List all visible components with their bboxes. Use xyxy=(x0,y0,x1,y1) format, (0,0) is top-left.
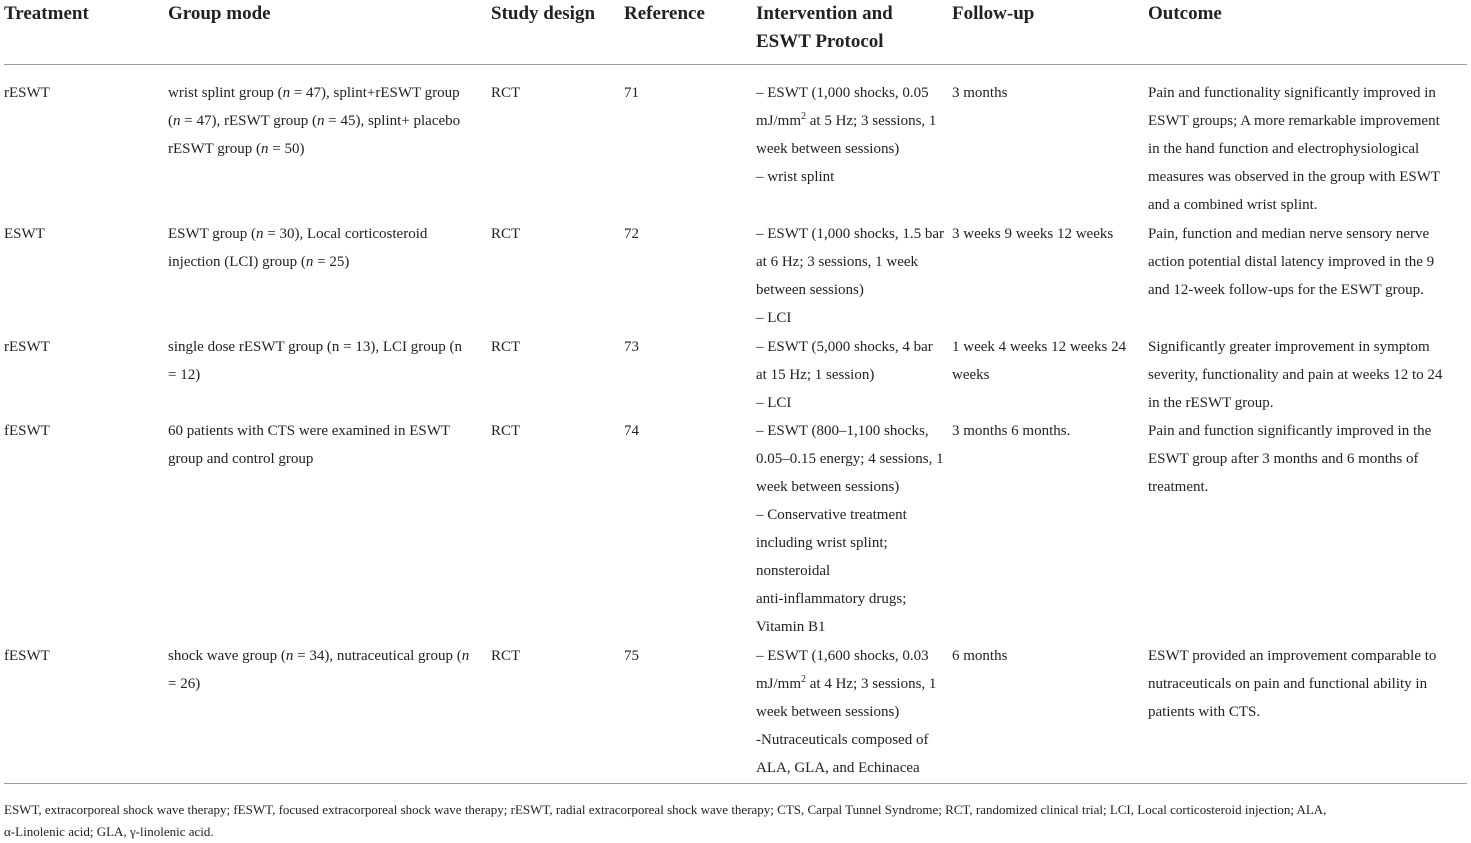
footnote-line2: α-Linolenic acid; GLA, γ-linolenic acid. xyxy=(4,824,214,839)
header-intervention-line2: ESWT Protocol xyxy=(756,31,884,52)
header-intervention-line1: Intervention and xyxy=(756,3,893,24)
header-row xyxy=(4,0,1467,65)
footnote-line1: ESWT, extracorporeal shock wave therapy; fESWT, focused extracorporeal shock wave therapy; rESWT, radial extracorporeal shock wave therapy; CTS, Carpal Tunnel Syndrome; RCT, randomized clinical trial; LCI, Local corticosteroid injection; ALA, xyxy=(4,802,1327,817)
cell-follow-up: 1 week 4 weeks 12 weeks 24 weeks xyxy=(952,339,1127,383)
table-footnote xyxy=(4,799,1467,843)
table-row xyxy=(4,642,1467,784)
cell-study-design: RCT xyxy=(491,85,521,101)
cell-outcome: Significantly greater improvement in symptom severity, functionality and pain at weeks 12 to 24 in the rESWT group. xyxy=(1148,339,1443,411)
header-study-design: Study design xyxy=(491,0,624,65)
cell-group-mode: 60 patients with CTS were examined in ESWT group and control group xyxy=(168,423,451,467)
table-row xyxy=(4,220,1467,333)
cell-treatment: ESWT xyxy=(4,226,45,242)
cell-treatment: rESWT xyxy=(4,85,50,101)
cell-study-design: RCT xyxy=(491,642,624,784)
cell-follow-up: 3 months xyxy=(952,85,1008,101)
header-outcome: Outcome xyxy=(1148,0,1467,65)
cell-intervention: – ESWT (1,600 shocks, 0.03 $mJ/mm^2$ at 4 Hz; 3 sessions, 1 week between sessions) -Nutraceuticals composed of ALA, GLA, and Echinacea xyxy=(756,642,952,784)
cell-intervention: – ESWT (1,000 shocks, 1.5 bar at 6 Hz; 3 sessions, 1 week between sessions) – LCI xyxy=(756,226,945,326)
table-row xyxy=(4,417,1467,642)
cell-group-mode: ESWT group (n = 30), Local corticosteroid injection (LCI) group (n = 25) xyxy=(168,226,428,270)
cell-treatment: rESWT xyxy=(4,339,50,355)
cell-group-mode: single dose rESWT group (n = 13), LCI group (n = 12) xyxy=(168,339,462,383)
cell-treatment: fESWT xyxy=(4,642,168,784)
cell-intervention: – ESWT (5,000 shocks, 4 bar at 15 Hz; 1 session) – LCI xyxy=(756,339,933,411)
cell-outcome: Pain and function significantly improved in the ESWT group after 3 months and 6 months of treatment. xyxy=(1148,423,1432,495)
header-reference: Reference xyxy=(624,0,756,65)
cell-treatment: fESWT xyxy=(4,423,50,439)
eswt-studies-table xyxy=(4,0,1467,784)
cell-reference: 71 xyxy=(624,85,639,101)
cell-follow-up: 3 weeks 9 weeks 12 weeks xyxy=(952,226,1114,242)
cell-reference: 72 xyxy=(624,226,639,242)
cell-study-design: RCT xyxy=(491,423,521,439)
cell-reference: 74 xyxy=(624,423,639,439)
cell-intervention: – ESWT (1,000 shocks, 0.05 $mJ/mm^2$ at 5 Hz; 3 sessions, 1 week between sessions) – wrist splint xyxy=(756,85,937,185)
table-row xyxy=(4,333,1467,417)
cell-follow-up: 3 months 6 months. xyxy=(952,423,1071,439)
table-header xyxy=(4,0,1467,65)
table-row xyxy=(4,65,1467,221)
cell-outcome: Pain and functionality significantly improved in ESWT groups; A more remarkable improvement in the hand function and electrophysiological measures was observed in the group with ESWT and a combined wrist splint. xyxy=(1148,85,1441,213)
cell-reference: 73 xyxy=(624,339,639,355)
cell-group-mode: wrist splint group (n = 47), splint+rESWT group (n = 47), rESWT group (n = 45), splint+ placebo rESWT group (n = 50) xyxy=(168,85,461,157)
cell-outcome: ESWT provided an improvement comparable to nutraceuticals on pain and functional ability in patients with CTS. xyxy=(1148,642,1467,784)
cell-group-mode: shock wave group (n = 34), nutraceutical group (n = 26) xyxy=(168,642,491,784)
header-treatment: Treatment xyxy=(4,0,168,65)
cell-study-design: RCT xyxy=(491,226,521,242)
header-follow-up: Follow-up xyxy=(952,0,1148,65)
table-body xyxy=(4,65,1467,784)
header-intervention xyxy=(756,0,952,65)
cell-intervention: – ESWT (800–1,100 shocks, 0.05–0.15 energy; 4 sessions, 1 week between sessions) – Conservative treatment including wrist splint; nonsteroidal anti-inflammatory drugs; Vitamin B1 xyxy=(756,423,944,635)
cell-study-design: RCT xyxy=(491,339,521,355)
cell-reference: 75 xyxy=(624,642,756,784)
cell-follow-up: 6 months xyxy=(952,642,1148,784)
header-group-mode: Group mode xyxy=(168,0,491,65)
cell-outcome: Pain, function and median nerve sensory nerve action potential distal latency improved in the 9 and 12-week follow-ups for the ESWT group. xyxy=(1148,226,1435,298)
